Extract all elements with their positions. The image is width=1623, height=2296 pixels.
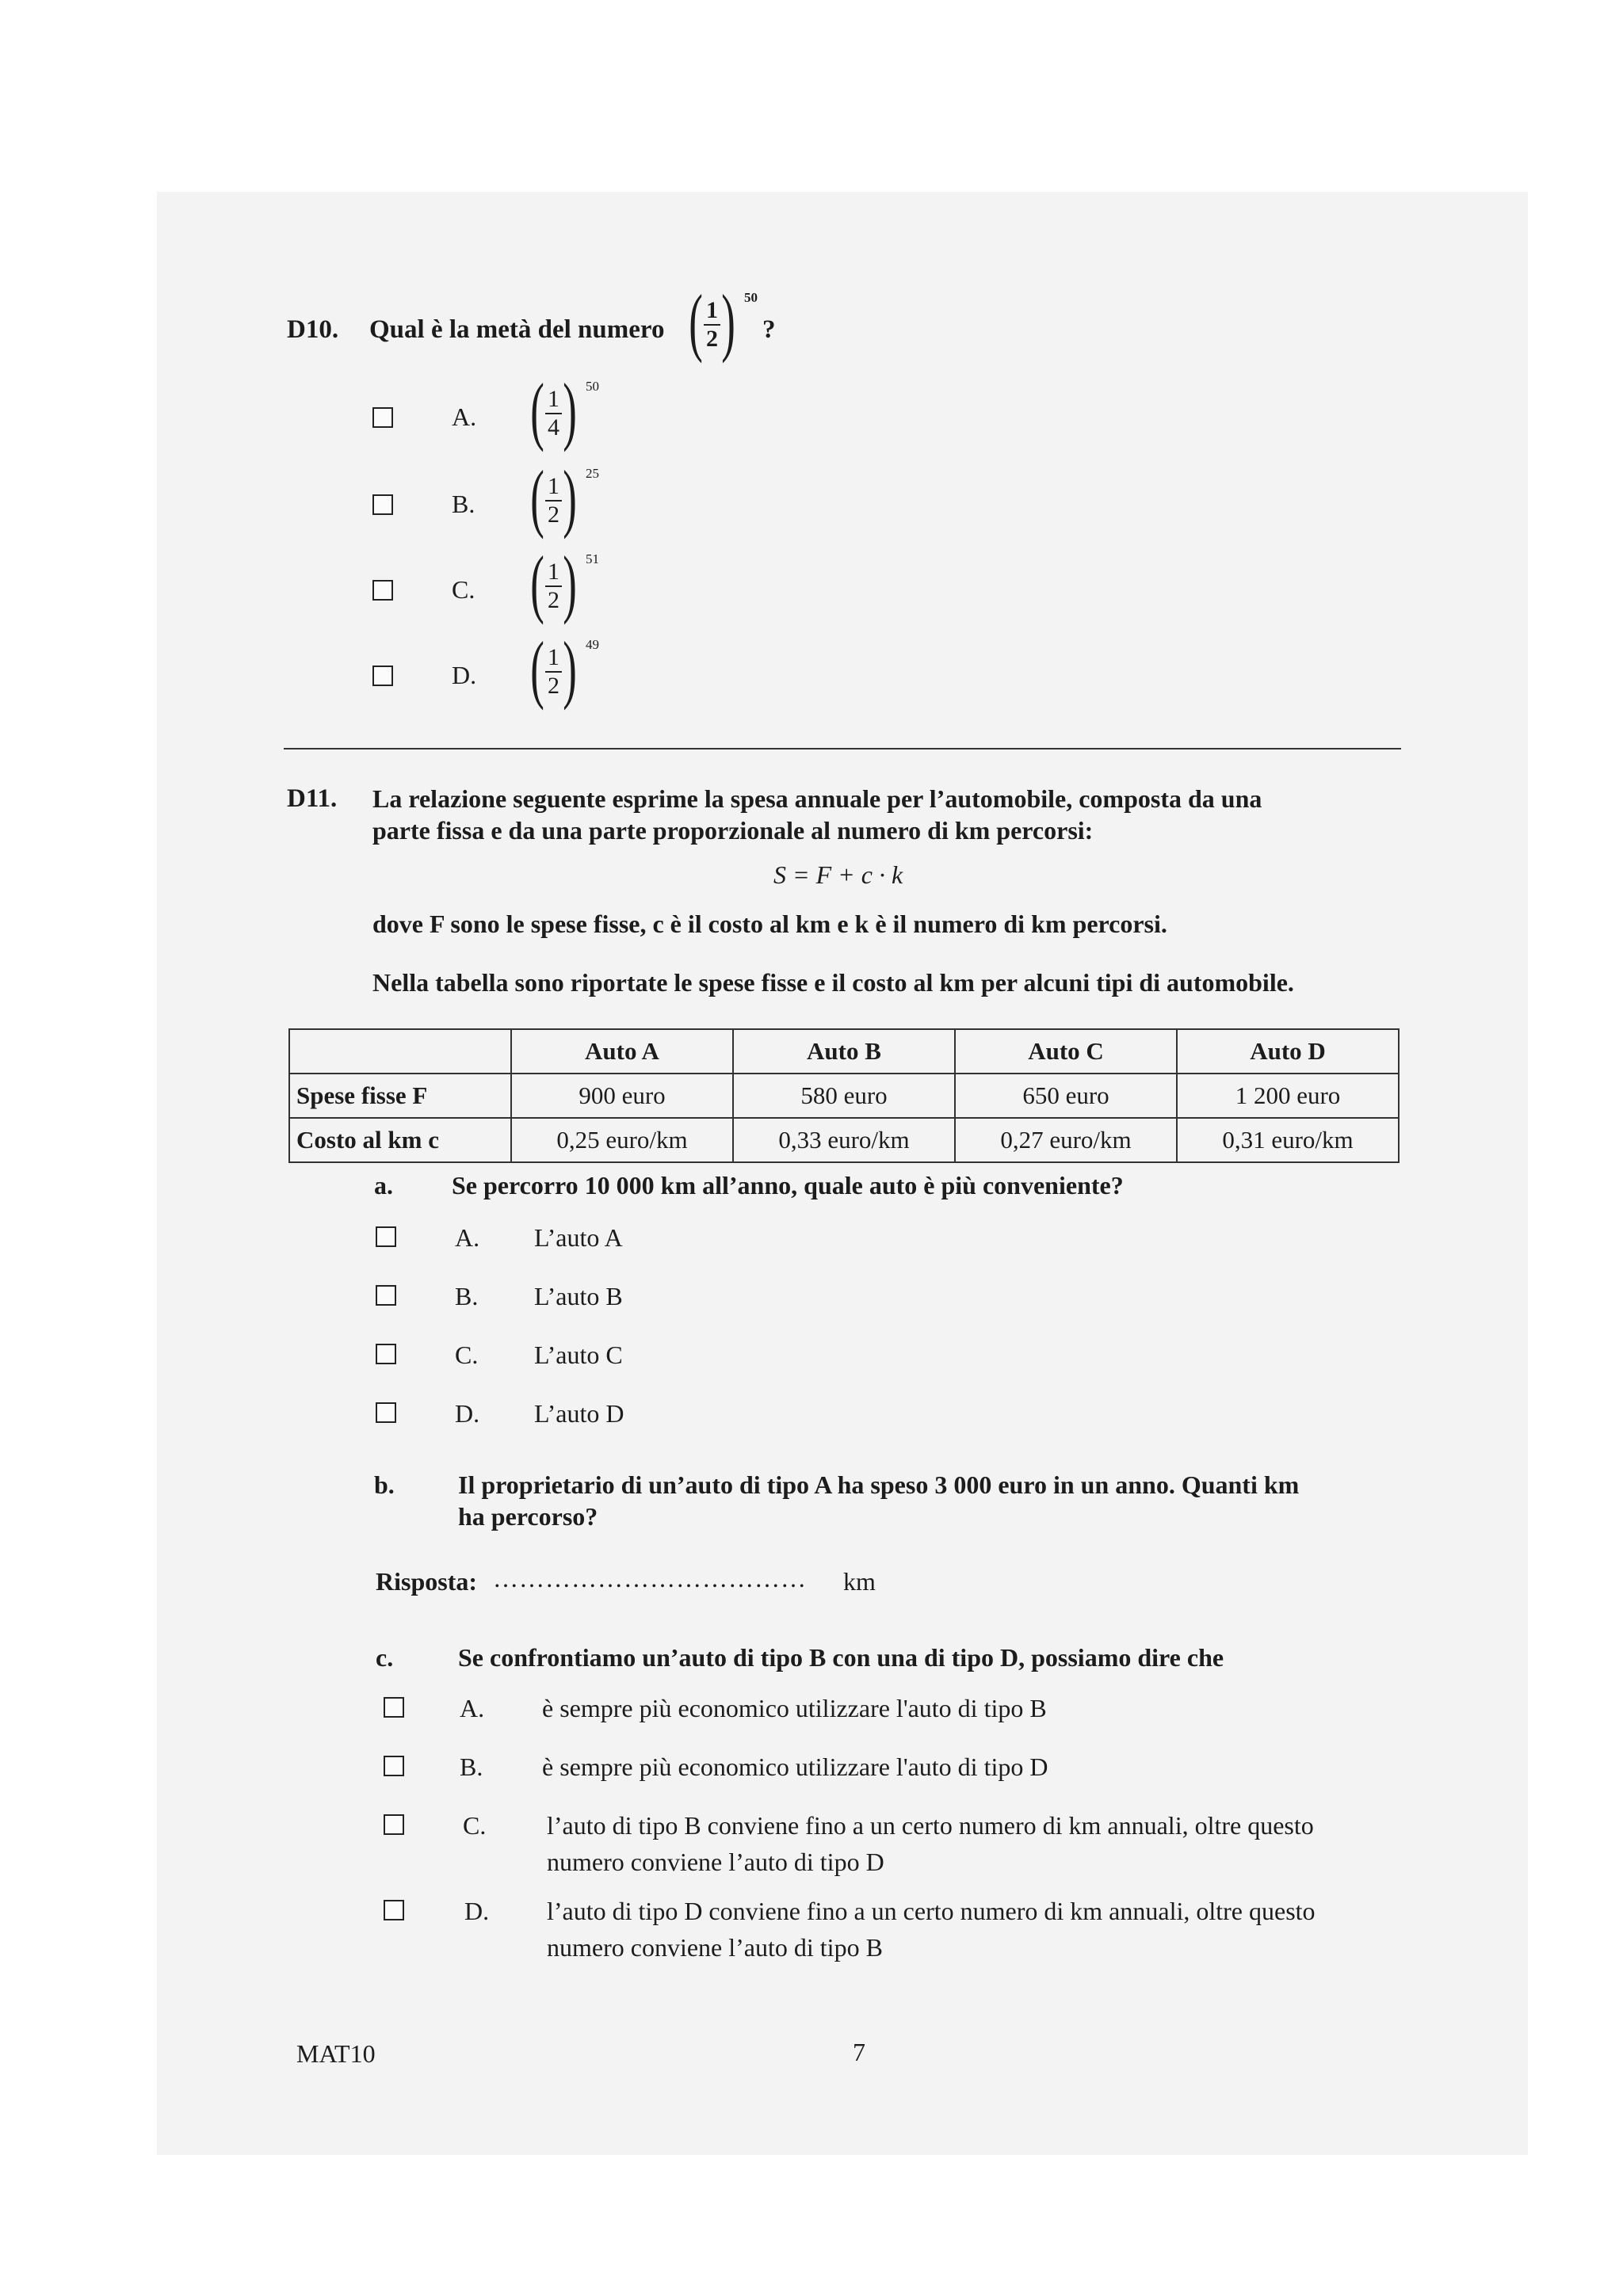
fraction-numerator: 1 (547, 559, 559, 585)
checkbox-c-d[interactable] (384, 1900, 404, 1920)
table-row-label: Costo al km c (289, 1118, 511, 1162)
table-row (289, 1118, 1399, 1162)
table-cell: 0,27 euro/km (955, 1118, 1177, 1162)
option-letter: A. (452, 402, 477, 431)
checkbox-a-a[interactable] (376, 1226, 396, 1247)
checkbox-c-c[interactable] (384, 1814, 404, 1835)
table-header-row (289, 1029, 1399, 1074)
checkbox-d10-a[interactable] (372, 407, 393, 428)
option-text-line-1: l’auto di tipo B conviene fino a un certo numero di km annuali, oltre questo (547, 1811, 1314, 1840)
option-letter: B. (455, 1282, 479, 1310)
table-cell: 900 euro (511, 1074, 733, 1118)
checkbox-c-b[interactable] (384, 1756, 404, 1776)
question-text-d10: Qual è la metà del numero (369, 315, 665, 344)
table-row-label: Spese fisse F (289, 1074, 511, 1118)
checkbox-c-a[interactable] (384, 1697, 404, 1718)
option-text: L’auto A (534, 1223, 623, 1252)
option-text-line-2: numero conviene l’auto di tipo B (547, 1933, 883, 1962)
option-letter: A. (460, 1694, 485, 1722)
fraction-exponent: 51 (585, 551, 599, 566)
answer-label: Risposta: (376, 1567, 478, 1596)
checkbox-d10-d[interactable] (372, 666, 393, 686)
fraction-numerator: 1 (547, 644, 559, 670)
option-letter: D. (464, 1897, 490, 1925)
option-letter: C. (455, 1341, 479, 1369)
table-cell: 0,31 euro/km (1177, 1118, 1399, 1162)
part-b-question-line-1: Il proprietario di un’auto di tipo A ha speso 3 000 euro in un anno. Quanti km (458, 1470, 1300, 1499)
part-b-question-line-2: ha percorso? (458, 1502, 598, 1531)
option-text: è sempre più economico utilizzare l'auto di tipo B (542, 1694, 1047, 1722)
formula: S = F + c · k (773, 860, 903, 889)
fraction-numerator: 1 (705, 297, 718, 323)
option-text: L’auto C (534, 1341, 623, 1369)
section-divider (284, 748, 1401, 749)
checkbox-a-b[interactable] (376, 1285, 396, 1306)
table-header-cell: Auto B (733, 1029, 955, 1074)
table-cell: 650 euro (955, 1074, 1177, 1118)
question-mark: ? (762, 315, 776, 344)
part-c-question: Se confrontiamo un’auto di tipo B con una di tipo D, possiamo dire che (458, 1643, 1224, 1672)
fraction-exponent: 49 (585, 637, 599, 652)
table-header-cell: Auto A (511, 1029, 733, 1074)
page-number: 7 (853, 2038, 865, 2066)
part-letter-a: a. (374, 1171, 393, 1199)
fraction-numerator: 1 (547, 386, 559, 412)
option-text: L’auto D (534, 1399, 624, 1428)
option-fraction-d10-b: ( $\frac{1}{2}$ ) 25 (530, 455, 599, 540)
part-letter-b: b. (374, 1470, 395, 1499)
answer-input[interactable]: ……………………………… (493, 1564, 807, 1592)
footer-code: MAT10 (296, 2039, 376, 2068)
question-fraction-d10: ( $\frac{1}{2}$ ) 50 (689, 279, 758, 364)
option-text-line-1: l’auto di tipo D conviene fino a un certo numero di km annuali, oltre questo (547, 1897, 1316, 1925)
table-header-cell: Auto D (1177, 1029, 1399, 1074)
part-a-question: Se percorro 10 000 km all’anno, quale auto è più conveniente? (452, 1171, 1124, 1199)
option-letter: A. (455, 1223, 480, 1252)
fraction-denominator: 2 (545, 585, 562, 612)
table-cell: 0,33 euro/km (733, 1118, 955, 1162)
fraction-exponent: 25 (585, 466, 599, 481)
where-line: dove F sono le spese fisse, c è il costo al km e k è il numero di km percorsi. (372, 910, 1167, 938)
cost-table (288, 1028, 1400, 1163)
question-number-d10: D10. (287, 315, 339, 344)
table-row (289, 1074, 1399, 1118)
option-letter: C. (463, 1811, 487, 1840)
fraction-exponent: 50 (585, 379, 599, 394)
option-fraction-d10-d: ( $\frac{1}{2}$ ) 49 (530, 626, 599, 711)
fraction-denominator: 4 (545, 413, 562, 440)
option-letter: C. (452, 575, 475, 604)
option-letter: D. (455, 1399, 480, 1428)
fraction-denominator: 2 (704, 324, 720, 351)
option-text-line-2: numero conviene l’auto di tipo D (547, 1848, 884, 1876)
option-letter: B. (460, 1753, 483, 1781)
checkbox-a-c[interactable] (376, 1344, 396, 1364)
table-intro: Nella tabella sono riportate le spese fisse e il costo al km per alcuni tipi di automobile. (372, 968, 1294, 997)
fraction-numerator: 1 (547, 473, 559, 499)
answer-unit: km (843, 1567, 876, 1596)
fraction-exponent: 50 (743, 290, 758, 305)
fraction-denominator: 2 (545, 500, 562, 527)
checkbox-a-d[interactable] (376, 1402, 396, 1423)
part-letter-c: c. (376, 1643, 394, 1672)
table-cell: 580 euro (733, 1074, 955, 1118)
option-text: è sempre più economico utilizzare l'auto di tipo D (542, 1753, 1048, 1781)
option-letter: D. (452, 661, 477, 689)
checkbox-d10-c[interactable] (372, 580, 393, 601)
option-letter: B. (452, 490, 475, 518)
table-header-cell (289, 1029, 511, 1074)
table-cell: 0,25 euro/km (511, 1118, 733, 1162)
checkbox-d10-b[interactable] (372, 494, 393, 515)
intro-line-1: La relazione seguente esprime la spesa annuale per l’automobile, composta da una (372, 784, 1262, 813)
table-header-cell: Auto C (955, 1029, 1177, 1074)
intro-line-2: parte fissa e da una parte proporzionale al numero di km percorsi: (372, 816, 1094, 845)
question-number-d11: D11. (287, 784, 338, 813)
fraction-denominator: 2 (545, 671, 562, 698)
option-fraction-d10-c: ( $\frac{1}{2}$ ) 51 (530, 540, 599, 625)
table-cell: 1 200 euro (1177, 1074, 1399, 1118)
option-text: L’auto B (534, 1282, 623, 1310)
option-fraction-d10-a: ( $\frac{1}{4}$ ) 50 (530, 368, 599, 452)
